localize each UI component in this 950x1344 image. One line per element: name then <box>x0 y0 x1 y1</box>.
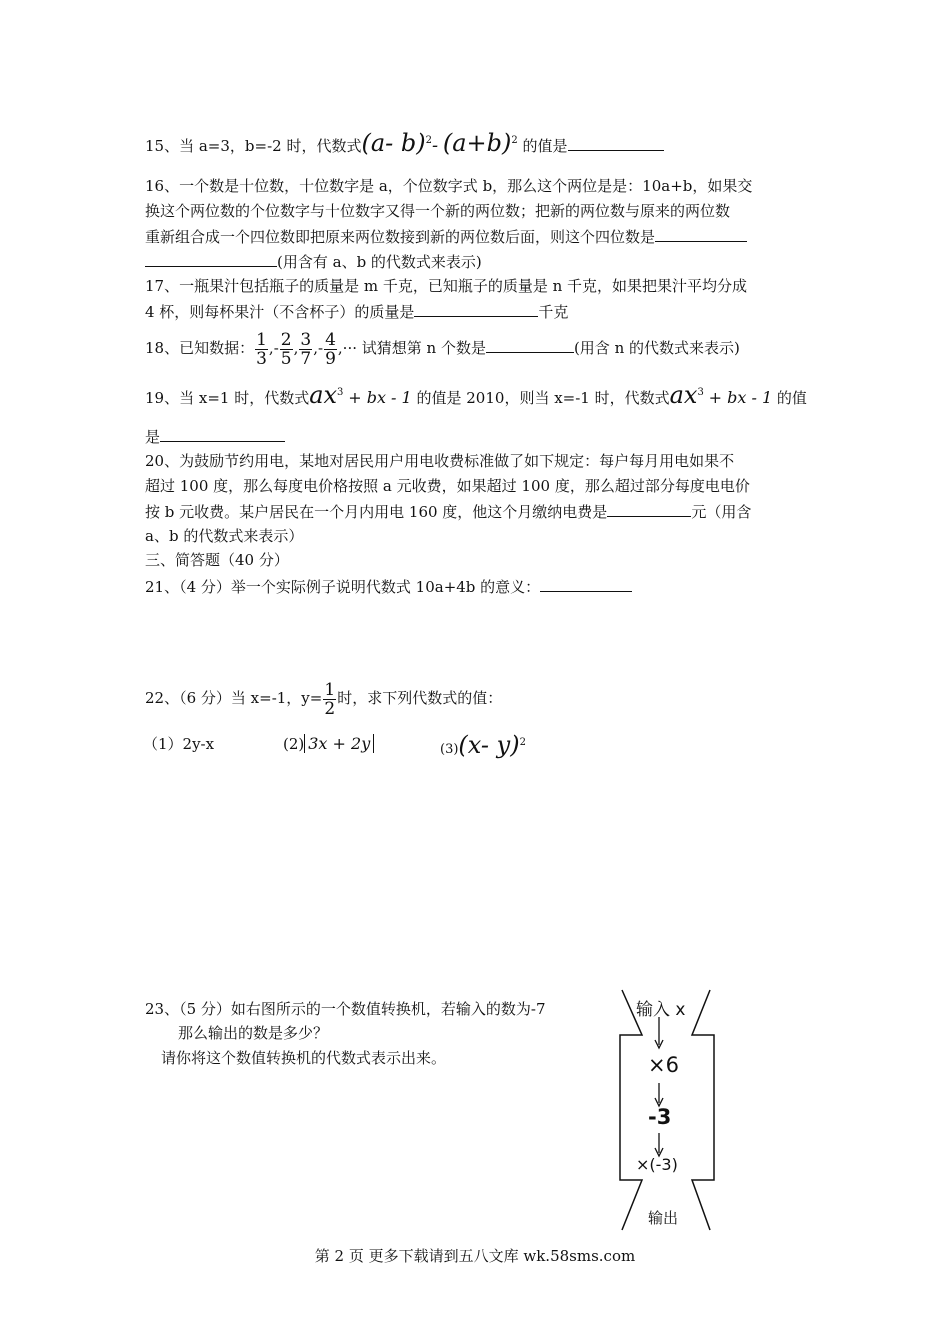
q22-frac-den: 2 <box>324 698 336 719</box>
q18-suffix-mid: ,··· 试猜想第 n 个数是 <box>337 339 486 357</box>
q17-line2-prefix: 4 杯，则每杯果汁（不含杯子）的质量是 <box>145 303 415 321</box>
q22-item-3-label: (3) <box>440 742 459 757</box>
question-19 <box>145 380 807 413</box>
q18-frac-2-num: 2 <box>280 329 292 350</box>
q19-answer-blank[interactable] <box>160 425 285 442</box>
q19-expr-ax-2: ax <box>669 381 698 409</box>
q21-text: 21、（4 分）举一个实际例子说明代数式 10a+4b 的意义： <box>145 578 541 596</box>
q22-item-2-label: (2) <box>283 735 305 753</box>
q16-line2: 换这个两位数的个位数字与十位数字又得一个新的两位数；把新的两位数与原来的两位数 <box>145 202 731 220</box>
q19-mid: 的值是 2010，则当 x=-1 时，代数式 <box>416 389 670 407</box>
q15-suffix: 的值是 <box>522 137 568 155</box>
q20-line4: a、b 的代数式来表示） <box>145 527 304 545</box>
machine-input-label: 输入 x <box>636 1000 686 1020</box>
q23-line2: 那么输出的数是多少？ <box>178 1024 329 1042</box>
question-21 <box>145 575 632 598</box>
q15-answer-blank[interactable] <box>568 134 664 151</box>
q20-line1: 20、为鼓励节约用电，某地对居民用户用电收费标准做了如下规定：每户每月用电如果不 <box>145 452 735 470</box>
q16-line3-text: 重新组合成一个四位数即把原来两位数接到新的两位数后面，则这个四位数是 <box>145 228 656 246</box>
q19-line2 <box>145 425 285 448</box>
q15-exp-a: 2 <box>425 135 432 146</box>
page-footer: 第 2 页 更多下载请到五八文库 wk.58sms.com <box>314 1247 636 1265</box>
q20-answer-blank[interactable] <box>607 500 691 517</box>
q17-line2-suffix: 千克 <box>538 303 569 321</box>
q18-frac-2-den: 5 <box>280 348 292 369</box>
q19-line2-text: 是 <box>145 428 161 446</box>
q17-line1: 17、一瓶果汁包括瓶子的质量是 m 千克，已知瓶子的质量是 n 千克，如果把果汁平均分成 <box>145 277 748 295</box>
q22-frac-num: 1 <box>324 679 336 700</box>
q20-line3-suffix: 元（用含 <box>691 503 752 521</box>
q22-item-3 <box>440 730 526 765</box>
q16-line4-suffix: (用含有 a、b 的代数式来表示) <box>277 253 482 271</box>
q16-answer-blank-1[interactable] <box>655 225 747 242</box>
question-22 <box>145 676 502 720</box>
machine-left-outline <box>620 990 642 1230</box>
q18-frac-3-den: 7 <box>300 348 312 369</box>
q22-item-1: （1）2y-x <box>143 735 215 753</box>
q15-expr-a: (a- b) <box>361 129 426 157</box>
q18-frac-4-den: 9 <box>325 348 336 369</box>
q18-suffix-end: (用含 n 的代数式来表示) <box>573 339 740 357</box>
q20-line3 <box>145 500 751 523</box>
q18-frac-2-sign: - <box>273 339 279 357</box>
machine-step-minus-3: -3 <box>648 1105 672 1129</box>
number-conversion-machine <box>612 985 722 1239</box>
q19-end: 的值 <box>776 389 807 407</box>
q16-answer-blank-2[interactable] <box>145 250 277 267</box>
q15-prefix: 15、当 a=3，b=-2 时，代数式 <box>145 137 362 155</box>
section-3-heading: 三、简答题（40 分） <box>145 551 289 569</box>
q23-line3: 请你将这个数值转换机的代数式表示出来。 <box>161 1049 447 1067</box>
q19-expr-rest-2: + bx - 1 <box>708 388 773 407</box>
question-18: 18、已知数据： $\frac{1}{3}$ ,- $\frac{2}{5}$ , $\frac{3}{7}$ ,- $\frac{4}{9}$ ,··· 试猜想第 n 个数是 (用含 n 的代数式来表示) <box>145 329 740 369</box>
machine-right-outline <box>692 990 714 1230</box>
q19-exp-2: 3 <box>697 387 704 398</box>
q23-line1: 23、（5 分）如右图所示的一个数值转换机，若输入的数为-7 <box>145 1000 546 1018</box>
q18-frac-4-sign: - <box>318 339 324 357</box>
q15-minus: - <box>431 135 439 156</box>
q22-item-3-exp: 2 <box>519 737 526 748</box>
q19-exp-1: 3 <box>337 387 344 398</box>
machine-step-multiply-6: ×6 <box>648 1053 679 1077</box>
q19-expr-ax-1: ax <box>309 381 338 409</box>
q22-item-3-expr: (x- y) <box>458 731 520 759</box>
q17-line2 <box>145 300 568 323</box>
q22-suffix: 时，求下列代数式的值： <box>337 689 503 707</box>
q18-frac-1 <box>254 329 269 369</box>
q20-line3-prefix: 按 b 元收费。某户居民在一个月内用电 160 度，他这个月缴纳电费是 <box>145 503 608 521</box>
q22-item-2 <box>283 733 374 755</box>
question-15 <box>145 129 664 157</box>
q19-prefix: 19、当 x=1 时，代数式 <box>145 389 310 407</box>
q18-frac-2 <box>273 329 294 369</box>
machine-output-label: 输出 <box>648 1209 679 1227</box>
q22-item-2-expr: 3x + 2y <box>308 734 371 753</box>
q18-frac-1-num: 1 <box>256 329 267 350</box>
machine-step-multiply-neg3: ×(-3) <box>636 1155 678 1174</box>
q18-prefix: 18、已知数据： <box>145 339 255 357</box>
q18-frac-3-num: 3 <box>300 329 312 350</box>
q18-frac-4-num: 4 <box>325 329 336 350</box>
q15-exp-b: 2 <box>511 135 518 146</box>
q16-line3 <box>145 225 747 248</box>
q18-frac-1-den: 3 <box>256 348 267 369</box>
q21-answer-blank[interactable] <box>540 575 632 592</box>
q16-line4 <box>145 250 482 273</box>
q17-answer-blank[interactable] <box>414 300 538 317</box>
q18-answer-blank[interactable] <box>486 336 574 353</box>
q16-line1: 16、一个数是十位数，十位数字是 a，个位数字式 b，那么这个两位是是：10a+b，如果交 <box>145 177 753 195</box>
q20-line2: 超过 100 度，那么每度电价格按照 a 元收费，如果超过 100 度，那么超过部分每度电电价 <box>145 477 750 495</box>
q18-frac-4 <box>318 329 338 369</box>
q22-prefix: 22、（6 分）当 x=-1，y= <box>145 689 323 707</box>
q18-frac-3 <box>298 329 313 369</box>
q15-expr-b: (a+b) <box>442 129 512 157</box>
q19-expr-rest-1: + bx - 1 <box>348 388 412 407</box>
